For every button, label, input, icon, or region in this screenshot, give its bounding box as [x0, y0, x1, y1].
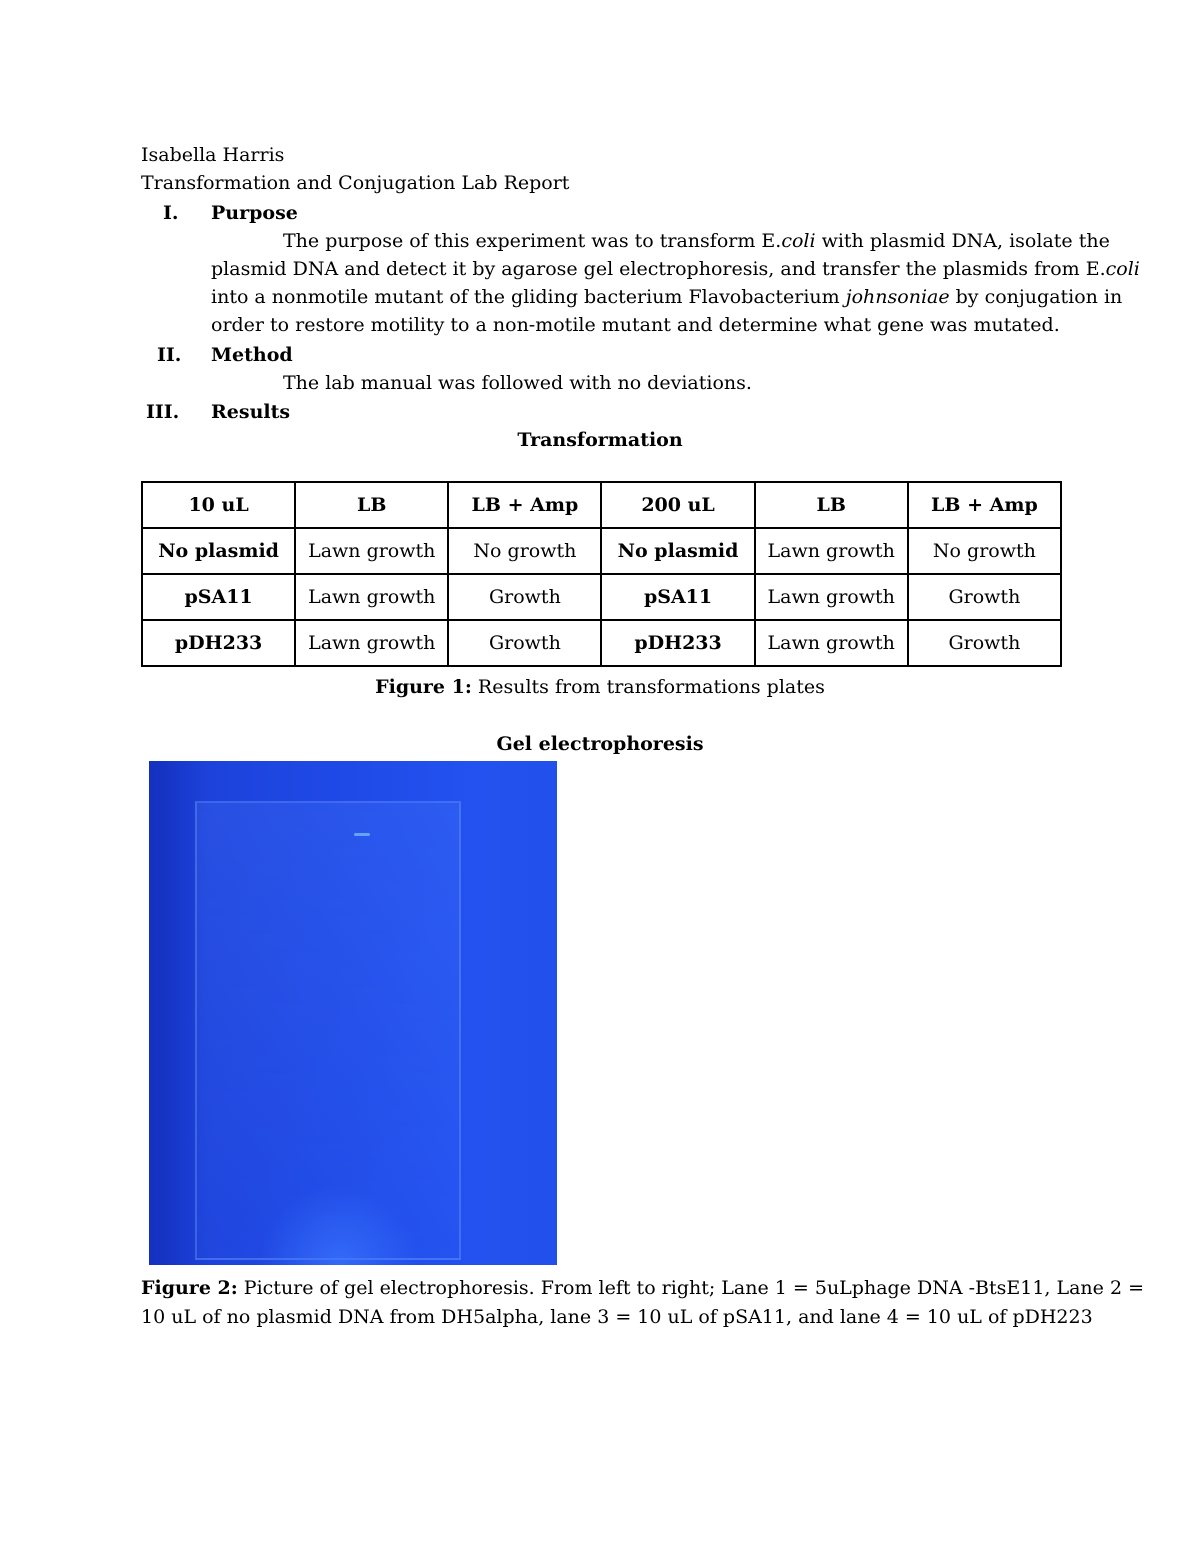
purpose-line-1 [283, 229, 1110, 253]
row-label-cell: pSA11 [601, 574, 754, 620]
header-cell: 10 uL [142, 482, 295, 528]
row-label-cell: No plasmid [142, 528, 295, 574]
figure-2-caption-line-1 [141, 1276, 1144, 1300]
figure-2-label: Figure 2: [141, 1277, 238, 1299]
method-text: The lab manual was followed with no deviations. [283, 372, 752, 394]
purpose-italic: johnsoniae [845, 286, 950, 308]
header-cell: LB + Amp [448, 482, 601, 528]
header-cell: 200 uL [601, 482, 754, 528]
purpose-line-4: order to restore motility to a non-motile mutant and determine what gene was mutated. [211, 314, 1060, 336]
table-cell: No growth [908, 528, 1061, 574]
table-row [142, 574, 1061, 620]
table-cell: Lawn growth [755, 574, 908, 620]
purpose-text: into a nonmotile mutant of the gliding bacterium Flavobacterium [211, 286, 846, 308]
table-row [142, 528, 1061, 574]
table-cell: Growth [908, 620, 1061, 666]
table-cell: Lawn growth [295, 574, 448, 620]
figure-2-caption-line-2: 10 uL of no plasmid DNA from DH5alpha, lane 3 = 10 uL of pSA11, and lane 4 = 10 uL of pDH223 [141, 1306, 1093, 1328]
header-cell: LB [295, 482, 448, 528]
table-cell: No growth [448, 528, 601, 574]
gel-electrophoresis-photo [149, 761, 557, 1265]
section-numeral-results: III. [146, 401, 180, 423]
purpose-line-3 [211, 285, 1122, 309]
table-cell: Growth [448, 574, 601, 620]
purpose-italic: coli [1105, 258, 1140, 280]
author-name: Isabella Harris [141, 144, 285, 166]
purpose-italic: coli [781, 230, 816, 252]
gel-band [354, 833, 370, 836]
figure-1-text: Results from transformations plates [471, 676, 825, 698]
gel-title: Gel electrophoresis [496, 733, 704, 755]
row-label-cell: pSA11 [142, 574, 295, 620]
table-cell: Lawn growth [755, 620, 908, 666]
purpose-text: The purpose of this experiment was to transform E. [283, 230, 782, 252]
table-cell: Growth [448, 620, 601, 666]
row-label-cell: No plasmid [601, 528, 754, 574]
table-cell: Lawn growth [295, 528, 448, 574]
purpose-text: by conjugation in [949, 286, 1123, 308]
table-cell: Lawn growth [295, 620, 448, 666]
header-cell: LB + Amp [908, 482, 1061, 528]
row-label-cell: pDH233 [601, 620, 754, 666]
report-title: Transformation and Conjugation Lab Report [141, 172, 570, 194]
figure-1-label: Figure 1: [375, 676, 472, 698]
table-header-row [142, 482, 1061, 528]
table-cell: Growth [908, 574, 1061, 620]
purpose-line-2 [211, 257, 1140, 281]
section-heading-results: Results [211, 401, 291, 423]
table-cell: Lawn growth [755, 528, 908, 574]
photo-glow [259, 1185, 419, 1265]
figure-2-text: Picture of gel electrophoresis. From left to right; Lane 1 = 5uLphage DNA -BtsE11, Lane 2 = [237, 1277, 1144, 1299]
purpose-text: with plasmid DNA, isolate the [815, 230, 1110, 252]
header-cell: LB [755, 482, 908, 528]
section-heading-purpose: Purpose [211, 202, 298, 224]
section-numeral-purpose: I. [163, 202, 179, 224]
transformation-title: Transformation [517, 429, 683, 451]
transformation-table [141, 481, 1062, 667]
table-row [142, 620, 1061, 666]
row-label-cell: pDH233 [142, 620, 295, 666]
section-numeral-method: II. [157, 344, 182, 366]
section-heading-method: Method [211, 344, 293, 366]
figure-1-caption [0, 675, 1200, 699]
purpose-text: plasmid DNA and detect it by agarose gel electrophoresis, and transfer the plasmids from E. [211, 258, 1106, 280]
